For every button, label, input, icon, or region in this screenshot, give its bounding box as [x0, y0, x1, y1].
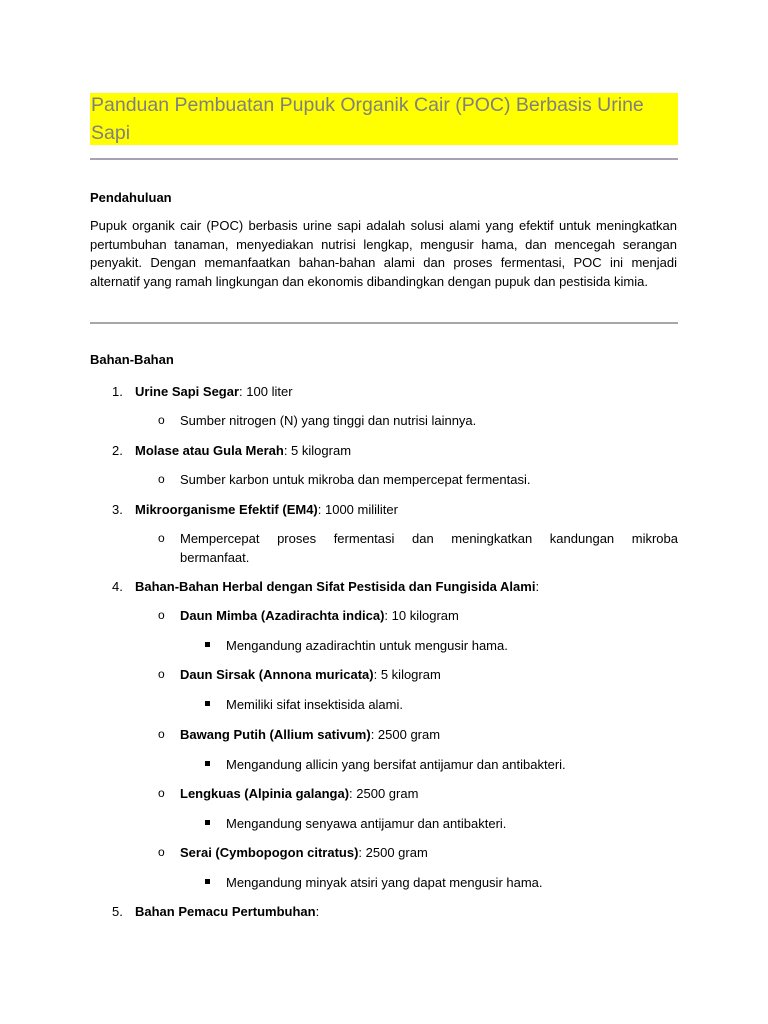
list-item-molase: [135, 441, 678, 460]
item-amount: : 1000 mililiter: [317, 502, 398, 517]
circle-bullet-icon: o: [158, 531, 165, 545]
subitem-bawang-putih: [180, 725, 678, 744]
list-item-urine: [135, 382, 678, 401]
subitem-amount: : 10 kilogram: [384, 608, 459, 623]
item-name: Urine Sapi Segar: [135, 384, 240, 399]
subitem-sirsak: [180, 665, 678, 684]
subitem-name: Daun Sirsak (Annona muricata): [180, 667, 374, 682]
list-number: 2.: [112, 443, 123, 458]
horizontal-rule: [90, 158, 678, 160]
subitem-amount: : 2500 gram: [370, 727, 441, 742]
item-note-line2: bermanfaat.: [180, 550, 250, 565]
circle-bullet-icon: o: [158, 845, 165, 859]
list-number: 5.: [112, 904, 123, 919]
subitem-name: Daun Mimba (Azadirachta indica): [180, 608, 385, 623]
subitem-amount: : 2500 gram: [358, 845, 428, 860]
circle-bullet-icon: o: [158, 472, 165, 486]
item-note-line1: Mempercepat proses fermentasi dan meningkatkan kandungan mikroba: [180, 531, 678, 546]
square-bullet-icon: [205, 642, 210, 647]
subitem-name: Bawang Putih (Allium sativum): [180, 727, 371, 742]
square-bullet-icon: [205, 879, 210, 884]
subitem-serai: [180, 843, 678, 862]
section-heading-pendahuluan: Pendahuluan: [90, 190, 172, 205]
square-bullet-icon: [205, 701, 210, 706]
list-number: 3.: [112, 502, 123, 517]
square-bullet-icon: [205, 820, 210, 825]
circle-bullet-icon: o: [158, 667, 165, 681]
square-bullet-icon: [205, 761, 210, 766]
item-name: Mikroorganisme Efektif (EM4): [135, 502, 318, 517]
item-name: Bahan-Bahan Herbal dengan Sifat Pestisida dan Fungisida Alami: [135, 579, 536, 594]
subitem-name: Lengkuas (Alpinia galanga): [180, 786, 350, 801]
item-name: Molase atau Gula Merah: [135, 443, 284, 458]
circle-bullet-icon: o: [158, 786, 165, 800]
item-amount: : 100 liter: [239, 384, 293, 399]
subitem-amount: : 2500 gram: [349, 786, 419, 801]
subitem-name: Serai (Cymbopogon citratus): [180, 845, 359, 860]
circle-bullet-icon: o: [158, 413, 165, 427]
subitem-note: Mengandung azadirachtin untuk mengusir hama.: [226, 638, 508, 653]
item-name: Bahan Pemacu Pertumbuhan: [135, 904, 316, 919]
document-title: Panduan Pembuatan Pupuk Organik Cair (POC) Berbasis Urine Sapi: [91, 94, 644, 144]
list-number: 4.: [112, 579, 123, 594]
subitem-mimba: [180, 606, 678, 625]
subitem-note: Mengandung allicin yang bersifat antijamur dan antibakteri.: [226, 757, 566, 772]
item-note: Sumber karbon untuk mikroba dan mempercepat fermentasi.: [180, 472, 531, 487]
item-amount: :: [535, 579, 540, 594]
subitem-note: Mengandung senyawa antijamur dan antibakteri.: [226, 816, 507, 831]
item-note: Sumber nitrogen (N) yang tinggi dan nutrisi lainnya.: [180, 413, 477, 428]
circle-bullet-icon: o: [158, 727, 165, 741]
subitem-note: Mengandung minyak atsiri yang dapat mengusir hama.: [226, 875, 543, 890]
list-item-pemacu: [135, 902, 678, 921]
subitem-note: Memiliki sifat insektisida alami.: [226, 697, 403, 712]
horizontal-rule: [90, 322, 678, 324]
list-number: 1.: [112, 384, 123, 399]
subitem-lengkuas: [180, 784, 678, 803]
subitem-amount: : 5 kilogram: [373, 667, 441, 682]
list-item-herbal: [135, 577, 678, 596]
circle-bullet-icon: o: [158, 608, 165, 622]
item-amount: :: [315, 904, 320, 919]
item-amount: : 5 kilogram: [283, 443, 352, 458]
intro-paragraph: Pupuk organik cair (POC) berbasis urine sapi adalah solusi alami yang efektif untuk meningkatkan pertumbuhan tanaman, menyediakan nutrisi lengkap, mengusir hama, dan mencegah serangan penyakit. Dengan memanfaatkan bahan-bahan alami dan proses fermentasi, POC ini menjadi alternatif yang ramah lingkungan dan ekonomis dibandingkan dengan pupuk dan pestisida kimia.: [90, 218, 677, 289]
section-heading-bahan: Bahan-Bahan: [90, 352, 174, 367]
list-item-em4: [135, 500, 678, 519]
